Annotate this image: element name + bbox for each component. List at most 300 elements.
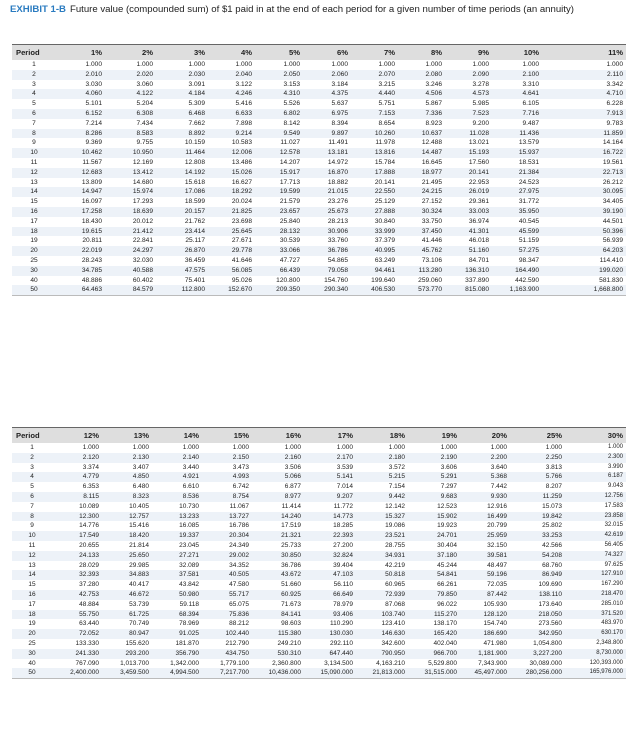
value-cell: 3.310 [522,80,539,88]
period-cell: 25 [28,639,36,647]
value-cell: 27.200 [333,541,353,549]
value-cell: 12.757 [102,512,152,522]
period-cell: 15 [28,581,36,589]
value-cell: 1.000 [188,61,205,68]
value-cell: 54.841 [408,570,460,580]
value-cell: 37.450 [398,227,445,237]
table-row [12,561,626,571]
value-cell: 9.200 [472,119,489,127]
value-cell: 966.700 [408,649,460,659]
rate-column-header: 5% [255,45,303,60]
table-row [12,266,626,276]
value-cell: 33.253 [510,531,565,541]
value-cell: 17.713 [279,178,300,186]
value-cell: 30.850 [252,551,304,561]
value-cell: 5.867 [425,100,442,108]
rate-column-header: 12% [52,428,102,443]
value-cell: 28.243 [81,256,102,264]
value-cell: 249.210 [277,639,301,647]
value-cell: 1.000 [182,444,199,451]
value-cell: 1.000 [136,61,153,68]
value-cell: 34.883 [102,570,152,580]
value-cell: 8.207 [545,483,562,491]
value-cell: 259.060 [418,276,442,284]
value-cell: 10.089 [79,502,99,510]
value-cell: 11.436 [492,129,542,139]
value-cell: 95.026 [231,276,252,284]
value-cell: 1,013.700 [120,659,149,667]
value-cell: 199.020 [542,266,626,276]
value-cell: 3.539 [336,463,353,471]
rate-column-header: 3% [156,45,208,60]
value-cell: 2,400.000 [52,668,102,678]
value-cell: 86.949 [510,570,565,580]
value-cell: 45,497.000 [460,668,510,678]
rate-column-header: 25% [510,428,565,443]
value-cell: 8.142 [283,119,300,127]
rate-column-header: 15% [202,428,252,443]
value-cell: 630.170 [565,629,626,639]
value-cell: 15.416 [129,522,149,530]
value-cell: 6.975 [303,109,351,119]
value-cell: 33.999 [351,227,398,237]
value-cell: 11.772 [333,502,353,510]
value-cell: 30.404 [437,541,457,549]
value-cell: 15.902 [408,512,460,522]
value-cell: 8.323 [102,492,152,502]
value-cell: 14.972 [327,158,348,166]
value-cell: 2,360.800 [272,659,301,667]
value-cell: 42.219 [385,561,405,569]
value-cell: 18.882 [327,178,348,186]
value-cell: 1.000 [284,444,301,451]
value-cell: 36.786 [303,246,351,256]
value-cell: 165,976.000 [565,668,626,678]
value-cell: 32.089 [179,561,199,569]
value-cell: 218.050 [510,610,565,620]
value-cell: 13.486 [231,158,252,166]
value-cell: 55.750 [52,610,102,620]
value-cell: 66.261 [437,581,457,589]
value-cell: 1,342.000 [170,659,199,667]
value-cell: 165.420 [408,629,460,639]
value-cell: 6.353 [82,483,99,491]
value-cell: 20.799 [487,522,507,530]
value-cell: 19.599 [255,187,303,197]
table-row [12,570,626,580]
value-cell: 25.645 [208,227,255,237]
table-row [12,129,626,139]
value-cell: 45.762 [398,246,445,256]
value-cell: 10.637 [398,129,445,139]
value-cell: 5.101 [85,100,102,108]
value-cell: 3.572 [388,463,405,471]
value-cell: 65.075 [229,600,249,608]
value-cell: 4.506 [398,89,445,99]
value-cell: 16.645 [421,158,442,166]
table-row [12,119,626,129]
value-cell: 32.015 [604,522,623,529]
value-cell: 23.045 [179,541,199,549]
table-row [12,70,626,80]
value-cell: 8.754 [202,492,252,502]
value-cell: 114.410 [599,256,623,264]
table-row [12,531,626,541]
period-cell: 7 [30,502,34,510]
value-cell: 4,163.210 [376,659,405,667]
value-cell: 6.308 [105,109,156,119]
rate-column-header: 30% [565,428,626,443]
value-cell: 434.750 [202,649,252,659]
value-cell: 2.190 [408,453,460,463]
value-cell: 16.786 [229,522,249,530]
value-cell: 12.756 [565,492,626,502]
table-row [12,80,626,90]
value-cell: 442.590 [515,276,539,284]
value-cell: 18.292 [208,187,255,197]
value-cell: 11.028 [445,129,492,139]
rate-column-header: 7% [351,45,398,60]
period-cell: 17 [30,217,38,225]
value-cell: 3.091 [188,80,205,88]
value-cell: 530.310 [252,649,304,659]
value-cell: 98.603 [281,620,301,628]
value-cell: 39.581 [460,551,510,561]
value-cell: 21.762 [184,217,205,225]
value-cell: 4,994.500 [152,668,202,678]
value-cell: 16.870 [303,168,351,178]
table-row [12,99,626,109]
table-row [12,285,626,295]
period-cell: 6 [12,492,52,502]
value-cell: 8.583 [105,129,156,139]
value-cell: 5.066 [252,472,304,482]
value-cell: 152.670 [208,285,255,295]
rate-column-header: 10% [492,45,542,60]
value-cell: 154.760 [324,276,348,284]
value-cell: 22.393 [304,531,356,541]
value-cell: 29.985 [129,561,149,569]
value-cell: 13.579 [518,139,539,147]
value-cell: 36.974 [468,217,489,225]
value-cell: 5,529.800 [428,659,457,667]
value-cell: 8.286 [56,129,105,139]
value-cell: 280,256.000 [510,668,565,678]
table-row [12,463,626,473]
value-cell: 87.442 [460,590,510,600]
value-cell: 1.000 [545,444,562,451]
value-cell: 78.979 [333,600,353,608]
value-cell: 371.520 [565,610,626,620]
value-cell: 84.701 [468,256,489,264]
value-cell: 12.578 [255,148,303,158]
value-cell: 20.024 [231,198,252,206]
value-cell: 84.141 [252,610,304,620]
value-cell: 4.573 [445,89,492,99]
value-cell: 5.141 [304,472,356,482]
value-cell: 3.342 [606,80,623,88]
exhibit-label: EXHIBIT 1-B [10,4,66,15]
value-cell: 5.526 [283,100,300,108]
table-header-row [12,428,626,443]
value-cell: 37.280 [79,581,99,589]
value-cell: 13.727 [202,512,252,522]
value-cell: 109.690 [538,581,562,589]
period-cell: 7 [32,119,36,127]
value-cell: 292.110 [329,639,353,647]
value-cell: 18.285 [333,522,353,530]
value-cell: 241.330 [52,649,102,659]
value-cell: 7.913 [542,109,626,119]
value-cell: 26.212 [602,178,623,186]
value-cell: 25.733 [281,541,301,549]
value-cell: 4.184 [156,89,208,99]
value-cell: 19.923 [437,522,457,530]
value-cell: 55.717 [202,590,252,600]
value-cell: 2.010 [56,70,105,80]
value-cell: 8.654 [378,119,395,127]
period-cell: 3 [30,463,34,471]
value-cell: 1.000 [336,444,353,451]
value-cell: 7.214 [85,119,102,127]
value-cell: 33.760 [327,237,348,245]
value-cell: 18.977 [398,168,445,178]
value-cell: 21.321 [252,531,304,541]
value-cell: 28.213 [327,217,348,225]
value-cell: 98.347 [518,256,539,264]
value-cell: 75.401 [184,276,205,284]
value-cell: 20.012 [132,217,153,225]
value-cell: 8.394 [331,119,348,127]
value-cell: 1.000 [425,61,442,68]
annuity-table-1-to-11-percent [12,45,626,296]
value-cell: 7.662 [188,119,205,127]
period-cell: 4 [12,89,56,99]
value-cell: 12.916 [487,502,507,510]
value-cell: 11.067 [229,502,249,510]
value-cell: 7.336 [398,109,445,119]
value-cell: 115.380 [252,629,304,639]
value-cell: 573.770 [398,285,445,295]
value-cell: 12.523 [437,502,457,510]
period-cell: 12 [12,168,56,178]
period-cell: 5 [32,100,36,108]
value-cell: 581.830 [599,276,623,284]
value-cell: 15.618 [184,178,205,186]
value-cell: 57.275 [492,246,542,256]
value-cell: 12.142 [385,502,405,510]
value-cell: 24.297 [105,246,156,256]
period-cell: 11 [28,541,36,549]
value-cell: 21.495 [421,178,442,186]
value-cell: 10.730 [179,502,199,510]
value-cell: 22.841 [132,237,153,245]
value-cell: 9.783 [606,119,623,127]
value-cell: 356.790 [152,649,202,659]
value-cell: 74.327 [565,551,626,561]
value-cell: 8.977 [252,492,304,502]
period-cell: 1 [32,61,36,68]
value-cell: 11.464 [156,148,208,158]
exhibit-header [10,4,634,17]
value-cell: 18.430 [81,217,102,225]
value-cell: 72.939 [356,590,408,600]
value-cell: 9.930 [460,492,510,502]
value-cell: 6.742 [232,483,249,491]
value-cell: 39.404 [333,561,353,569]
value-cell: 7.153 [351,109,398,119]
value-cell: 342.600 [381,639,405,647]
period-cell: 40 [30,276,38,284]
table-row [12,60,626,70]
value-cell: 44.501 [602,217,623,225]
value-cell: 1.000 [388,444,405,451]
value-cell: 7.716 [492,109,542,119]
value-cell: 112.800 [156,285,208,295]
value-cell: 75.836 [202,610,252,620]
value-cell: 30.840 [374,217,395,225]
table-row [12,610,626,620]
value-cell: 56.405 [604,541,623,548]
value-cell: 37.379 [374,237,395,245]
value-cell: 154.740 [483,620,507,628]
period-cell: 30 [12,649,52,659]
value-cell: 10,436.000 [252,668,304,678]
value-cell: 20.141 [445,168,492,178]
value-cell: 32.030 [132,256,153,264]
value-cell: 6.610 [182,483,199,491]
table-row [12,629,626,639]
value-cell: 21.825 [208,207,255,217]
value-cell: 84.579 [105,285,156,295]
value-cell: 3.030 [85,80,102,88]
value-cell: 93.406 [304,610,356,620]
table-row [12,639,626,649]
value-cell: 9.207 [304,492,356,502]
value-cell: 60.402 [132,276,153,284]
value-cell: 120.800 [276,276,300,284]
value-cell: 16.499 [460,512,510,522]
value-cell: 110.290 [329,620,353,628]
value-cell: 3.184 [331,80,348,88]
value-cell: 5.766 [510,472,565,482]
value-cell: 2.250 [510,453,565,463]
value-cell: 342.950 [510,629,565,639]
period-cell: 15 [30,198,38,206]
value-cell: 34.352 [229,561,249,569]
rate-column-header: 13% [102,428,152,443]
value-cell: 1,779.100 [220,659,249,667]
value-cell: 6.877 [284,483,301,491]
period-cell: 17 [28,600,36,608]
value-cell: 790.950 [356,649,408,659]
period-cell: 16 [12,590,52,600]
value-cell: 12.808 [184,158,205,166]
value-cell: 6.228 [606,100,623,108]
value-cell: 25.129 [374,198,395,206]
value-cell: 10.462 [56,148,105,158]
value-cell: 10.583 [231,139,252,147]
value-cell: 23.521 [356,531,408,541]
value-cell: 6.105 [522,100,539,108]
period-cell: 50 [12,668,52,678]
value-cell: 9.897 [303,129,351,139]
value-cell: 1.000 [490,444,507,451]
value-cell: 14.680 [132,178,153,186]
value-cell: 30.324 [398,207,445,217]
value-cell: 2,348.800 [596,639,623,646]
table-row [12,580,626,590]
value-cell: 9.683 [408,492,460,502]
value-cell: 136.310 [445,266,492,276]
value-cell: 3.374 [82,463,99,471]
value-cell: 17.086 [156,187,208,197]
rate-column-header: 19% [408,428,460,443]
value-cell: 17.258 [56,207,105,217]
value-cell: 41.301 [445,227,492,237]
value-cell: 7,217.700 [202,668,252,678]
value-cell: 20.304 [202,531,252,541]
value-cell: 40.588 [105,266,156,276]
value-cell: 4.993 [202,472,252,482]
value-cell: 2.120 [52,453,102,463]
value-cell: 25.673 [303,207,351,217]
value-cell: 1,054.800 [533,639,562,647]
value-cell: 2.060 [303,70,351,80]
value-cell: 16.627 [231,178,252,186]
table-row [12,590,626,600]
value-cell: 164.490 [492,266,542,276]
value-cell: 471.980 [483,639,507,647]
value-cell: 16.097 [81,198,102,206]
value-cell: 9.043 [607,483,623,490]
table-row [12,187,626,197]
value-cell: 5.215 [356,472,408,482]
value-cell: 36.459 [184,256,205,264]
rate-column-header: 6% [303,45,351,60]
table-row [12,138,626,148]
value-cell: 29.002 [202,551,252,561]
value-cell: 20.655 [79,541,99,549]
value-cell: 3.606 [440,463,457,471]
period-cell: 50 [12,285,56,295]
value-cell: 25.650 [102,551,152,561]
value-cell: 11.259 [510,492,565,502]
value-cell: 33.750 [421,217,442,225]
period-cell: 12 [12,551,52,561]
period-cell: 30 [12,266,56,276]
value-cell: 5.204 [136,100,153,108]
value-cell: 146.630 [356,629,408,639]
value-cell: 285.010 [601,600,623,607]
value-cell: 181.870 [175,639,199,647]
value-cell: 14.776 [79,522,99,530]
value-cell: 71.673 [281,600,301,608]
value-cell: 21,813.000 [356,668,408,678]
value-cell: 91.025 [152,629,202,639]
value-cell: 6.633 [208,109,255,119]
value-cell: 24.349 [229,541,249,549]
value-cell: 22.713 [542,168,626,178]
value-cell: 173.640 [538,600,562,608]
table-row [12,246,626,256]
value-cell: 51.660 [281,581,301,589]
value-cell: 199.640 [371,276,395,284]
table-row [12,668,626,678]
table-row [12,443,626,453]
value-cell: 9.549 [255,129,303,139]
period-cell: 9 [32,139,36,147]
